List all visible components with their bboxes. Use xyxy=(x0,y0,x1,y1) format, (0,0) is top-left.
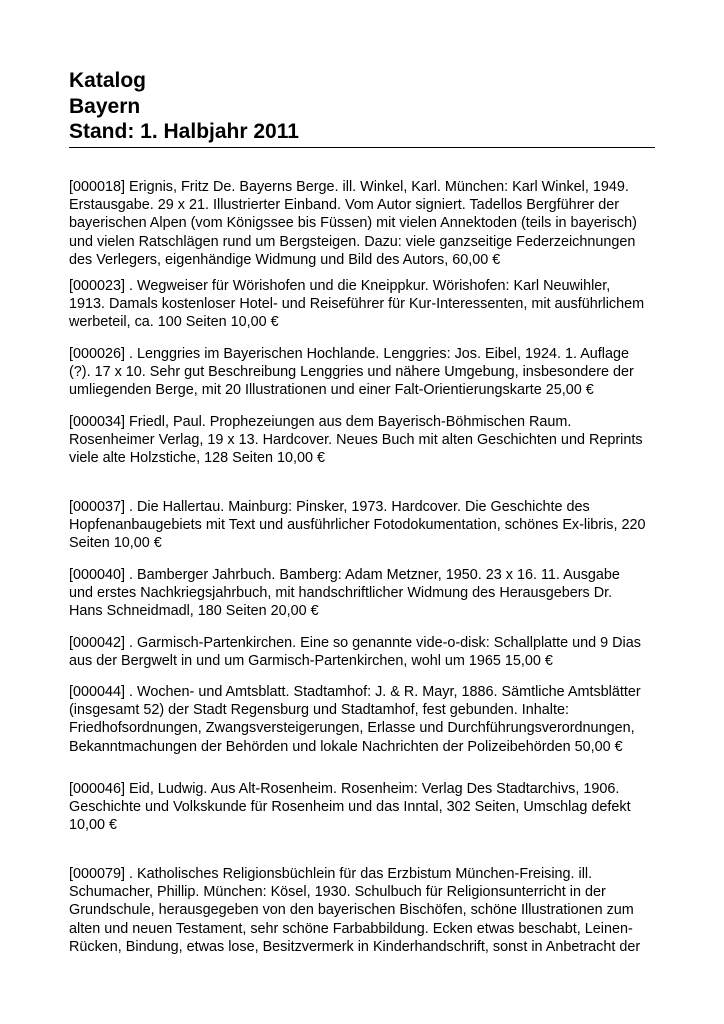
catalog-entry-000026: [000026] . Lenggries im Bayerischen Hochlande. Lenggries: Jos. Eibel, 1924. 1. Auflage (?). 17 x 10. Sehr gut Beschreibung Lenggries und nähere Umgebung, insbesondere der umliegenden Berge, mit 20 Illustrationen und einer Falt-Orientierungskarte 25,00 € xyxy=(69,346,634,399)
catalog-entry-000034: [000034] Friedl, Paul. Prophezeiungen aus dem Bayerisch-Böhmischen Raum. Rosenheimer Verlag, 19 x 13. Hardcover. Neues Buch mit alten Geschichten und Reprints viele alte Holzstiche, 128 Seiten 10,00 € xyxy=(69,414,643,467)
catalog-entry-000042: [000042] . Garmisch-Partenkirchen. Eine so genannte vide-o-disk: Schallplatte und 9 Dias aus der Bergwelt in und um Garmisch-Partenkirchen, wohl um 1965 15,00 € xyxy=(69,635,641,670)
catalog-entry-000044: [000044] . Wochen- und Amtsblatt. Stadtamhof: J. & R. Mayr, 1886. Sämtliche Amtsblätter (insgesamt 52) der Stadt Regensburg und Stadtamhof, fest gebunden. Inhalte: Friedhofsordnungen, Zwangsversteigerungen, Erlasse und Durchführungsverordnungen, Bekanntmachungen der Behörden und lokale Nachrichten der Polizeibehörden 50,00 € xyxy=(69,684,641,755)
catalog-title: Katalog xyxy=(69,69,147,92)
catalog-entry-000018: [000018] Erignis, Fritz De. Bayerns Berge. ill. Winkel, Karl. München: Karl Winkel, 1949. Erstausgabe. 29 x 21. Illustrierter Einband. Vom Autor signiert. Tadellos Bergführer der bayerischen Alpen (vom Königssee bis Füssen) mit vielen Annektoden (teils in bayerisch) und vielen Ratschlägen rund um Bergsteigen. Dazu: viele ganzseitige Federzeichnungen des Verlegers, eigenhändige Widmung und Bild des Autors, 60,00 € xyxy=(69,179,637,268)
catalog-region: Bayern xyxy=(69,94,141,118)
catalog-entry-000079: [000079] . Katholisches Religionsbüchlein für das Erzbistum München-Freising. ill. Schumacher, Phillip. München: Kösel, 1930. Schulbuch für Religionsunterricht in der Grundschule, herausgegeben von den bayerischen Bischöfen, schöne Illustrationen zum alten und neuen Testament, sehr schöne Farbabbildung. Ecken etwas beschabt, Leinen- Rücken, Bindung, etwas lose, Besitzvermerk in Kinderhandschrift, sonst in Anbetracht der xyxy=(69,866,641,955)
catalog-entry-000023: [000023] . Wegweiser für Wörishofen und die Kneippkur. Wörishofen: Karl Neuwihler, 1913. Damals kostenloser Hotel- und Reiseführer für Kur-Interessenten, mit ausführlichem werbeteil, ca. 100 Seiten 10,00 € xyxy=(69,278,645,331)
catalog-status-date: Stand: 1. Halbjahr 2011 xyxy=(69,120,299,143)
catalog-entry-000040: [000040] . Bamberger Jahrbuch. Bamberg: Adam Metzner, 1950. 23 x 16. 11. Ausgabe und erstes Nachkriegsjahrbuch, mit handschriftlicher Widmung des Herausgebers Dr. Hans Schneidmadl, 180 Seiten 20,00 € xyxy=(69,567,620,620)
catalog-entry-000046: [000046] Eid, Ludwig. Aus Alt-Rosenheim. Rosenheim: Verlag Des Stadtarchivs, 1906. Geschichte und Volkskunde für Rosenheim und das Inntal, 302 Seiten, Umschlag defekt 10,00 € xyxy=(69,781,631,834)
catalog-entry-000037: [000037] . Die Hallertau. Mainburg: Pinsker, 1973. Hardcover. Die Geschichte des Hopfenanbaugebiets mit Text und ausführlicher Fotodokumentation, schönes Ex-libris, 220 Seiten 10,00 € xyxy=(69,499,646,552)
catalog-header xyxy=(69,68,655,148)
